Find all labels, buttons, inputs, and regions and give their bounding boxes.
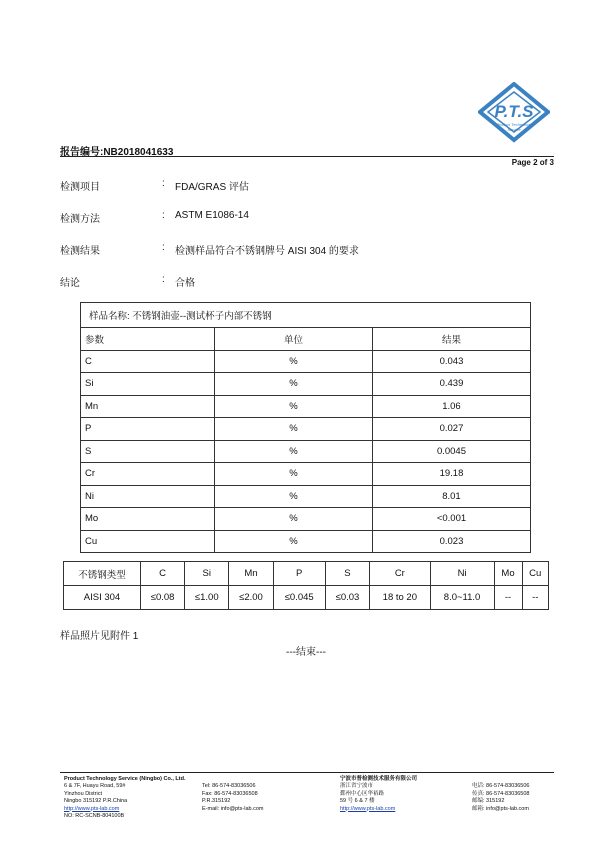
spec-value-cell: -- [522, 586, 548, 610]
spec-header-cell: 不锈钢类型 [64, 562, 141, 586]
result-cell: 0.027 [372, 418, 530, 441]
footer-email-cn[interactable]: 邮箱: info@pts-lab.com [472, 805, 529, 812]
table-row [81, 418, 531, 441]
results-table [80, 302, 531, 553]
unit-cell: % [215, 508, 373, 531]
info-value: ASTM E1086-14 [175, 210, 249, 221]
footer-email[interactable]: E-mail: info@pts-lab.com [202, 805, 264, 812]
pts-logo [478, 82, 550, 146]
unit-cell: % [215, 440, 373, 463]
unit-cell: % [215, 485, 373, 508]
footer-divider [60, 772, 554, 773]
spec-value-cell: ≤0.03 [325, 586, 369, 610]
info-label: 检测方法 [60, 214, 100, 225]
result-cell: 0.043 [372, 350, 530, 373]
header-unit: 单位 [215, 328, 373, 351]
info-value: 合格 [175, 278, 195, 289]
unit-cell: % [215, 530, 373, 553]
unit-cell: % [215, 395, 373, 418]
spec-header-cell: P [273, 562, 325, 586]
header-divider [60, 156, 554, 157]
logo-subtitle-1: Product Technology [496, 122, 532, 127]
pts-logo-icon [478, 82, 550, 146]
info-label: 结论 [60, 278, 80, 289]
param-cell: Si [81, 373, 215, 396]
spec-header-cell: Cr [370, 562, 431, 586]
footer-address-line: 浙江省宁波市 [340, 783, 374, 790]
result-cell: 19.18 [372, 463, 530, 486]
footer-contact-en [202, 776, 264, 813]
info-colon: : [162, 178, 165, 189]
param-cell: Cr [81, 463, 215, 486]
info-label: 检测项目 [60, 182, 100, 193]
result-cell: 0.0045 [372, 440, 530, 463]
table-row [81, 530, 531, 553]
footer-website-link[interactable]: http://www.pts-lab.com [340, 805, 396, 812]
result-cell: 0.023 [372, 530, 530, 553]
param-cell: Ni [81, 485, 215, 508]
unit-cell: % [215, 463, 373, 486]
param-cell: C [81, 350, 215, 373]
header-parameter: 参数 [81, 328, 215, 351]
spec-value-cell: AISI 304 [64, 586, 141, 610]
footer-doc-code: NO: RC-SCNB-804100B [64, 813, 125, 820]
spec-value-cell: ≤0.08 [141, 586, 185, 610]
footer-company-name-cn: 宁波市普检测技术服务有限公司 [340, 776, 418, 782]
table-row [81, 373, 531, 396]
info-colon: : [162, 210, 165, 221]
result-cell: <0.001 [372, 508, 530, 531]
footer-spacer [202, 776, 264, 783]
footer-address-line: 鄞州中心区华裕路 [340, 790, 385, 797]
table-row [81, 463, 531, 486]
spec-value-cell: ≤0.045 [273, 586, 325, 610]
unit-cell: % [215, 350, 373, 373]
table-row [81, 485, 531, 508]
logo-subtitle-2: Service [507, 127, 521, 132]
spec-header-cell: Mo [494, 562, 522, 586]
param-cell: Cu [81, 530, 215, 553]
footer-address-line: 59 号 6 & 7 楼 [340, 798, 375, 805]
param-cell: Mo [81, 508, 215, 531]
unit-cell: % [215, 418, 373, 441]
spec-header-cell: Ni [430, 562, 494, 586]
spec-value-cell: ≤1.00 [185, 586, 229, 610]
footer-address-line: Ningbo 315192 P.R.China [64, 798, 128, 805]
unit-cell: % [215, 373, 373, 396]
header-result: 结果 [372, 328, 530, 351]
logo-text: P.T.S [494, 102, 534, 121]
spec-header-cell: Mn [229, 562, 273, 586]
table-row [81, 508, 531, 531]
spec-table [63, 561, 549, 610]
info-label: 检测结果 [60, 246, 100, 257]
spec-header-cell: S [325, 562, 369, 586]
footer-fax: Fax: 86-574-83036508 [202, 790, 258, 797]
result-cell: 8.01 [372, 485, 530, 508]
spec-value-cell: -- [494, 586, 522, 610]
info-colon: : [162, 242, 165, 253]
info-value: FDA/GRAS 评估 [175, 182, 249, 193]
footer-tel: Tel: 86-574-83036506 [202, 783, 256, 790]
footer-postcode: P.R.315192 [202, 798, 231, 805]
attachment-note: 样品照片见附件 1 [60, 631, 139, 642]
footer-address-line: Yinzhou District [64, 790, 103, 797]
report-number: 报告编号:NB2018041633 [60, 147, 174, 158]
info-value: 检测样品符合不锈钢牌号 AISI 304 的要求 [175, 246, 359, 257]
table-row [81, 395, 531, 418]
footer-contact-cn [472, 776, 529, 813]
table-row [81, 350, 531, 373]
footer-postcode-cn: 邮编: 315192 [472, 798, 505, 805]
info-colon: : [162, 274, 165, 285]
param-cell: P [81, 418, 215, 441]
results-table-header-row [81, 328, 531, 351]
table-row [81, 440, 531, 463]
footer-address-line: 6 & 7F, Huayu Road, 59# [64, 783, 126, 790]
sample-name: 样品名称: 不锈钢油壶--测试杯子内部不锈钢 [81, 303, 531, 328]
spec-value-cell: 8.0~11.0 [430, 586, 494, 610]
spec-header-cell: Si [185, 562, 229, 586]
spec-value-cell: ≤2.00 [229, 586, 273, 610]
results-table-title-row [81, 303, 531, 328]
footer-fax-cn: 传真: 86-574-83036508 [472, 790, 530, 797]
footer-website-link[interactable]: http://www.pts-lab.com [64, 805, 120, 812]
result-cell: 1.06 [372, 395, 530, 418]
param-cell: Mn [81, 395, 215, 418]
footer-company-name: Product Technology Service (Ningbo) Co., Ltd. [64, 776, 186, 782]
footer-tel-cn: 电话: 86-574-83036506 [472, 783, 530, 790]
spec-table-header-row [64, 562, 549, 586]
end-mark: ---结束--- [286, 647, 326, 658]
spec-header-cell: C [141, 562, 185, 586]
table-row [64, 586, 549, 610]
footer-company-en [64, 776, 186, 820]
spec-header-cell: Cu [522, 562, 548, 586]
result-cell: 0.439 [372, 373, 530, 396]
page-number: Page 2 of 3 [511, 158, 554, 167]
spec-value-cell: 18 to 20 [370, 586, 431, 610]
param-cell: S [81, 440, 215, 463]
footer-company-cn [340, 776, 417, 813]
